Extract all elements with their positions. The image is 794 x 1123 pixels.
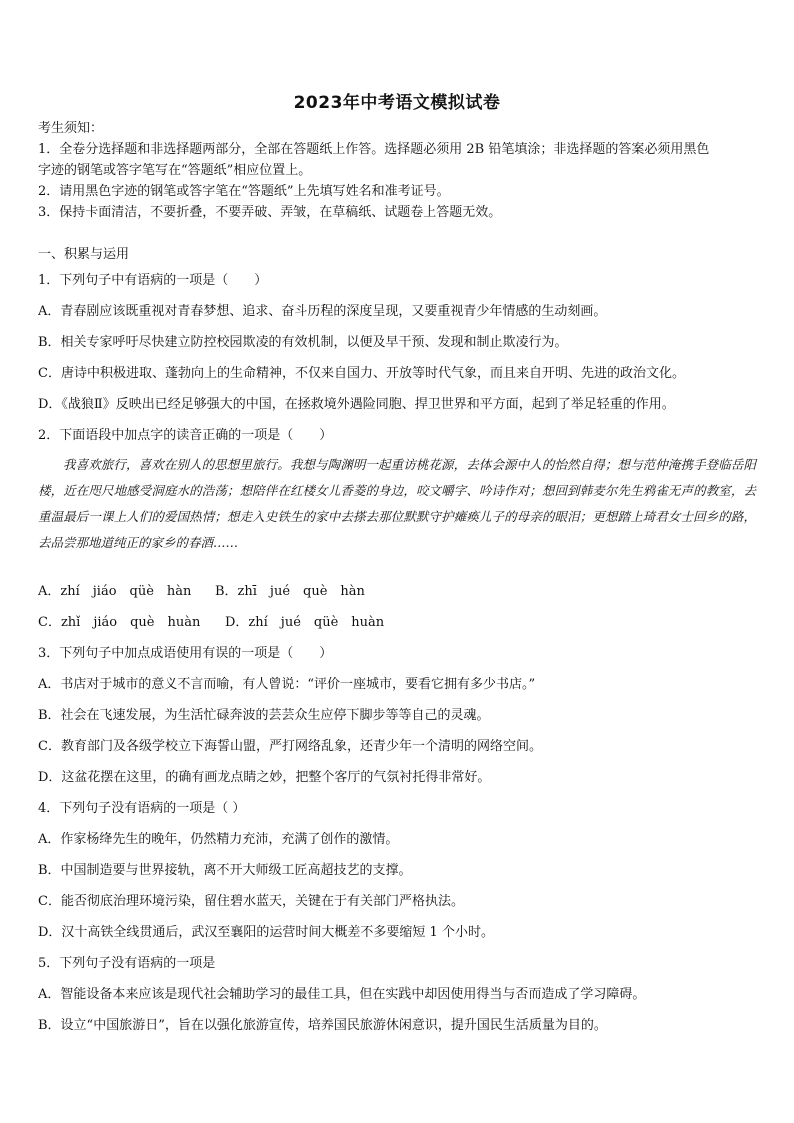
question-2-option-b: B．zhī jué què hàn (215, 584, 365, 599)
section-heading: 一、积累与运用 (38, 247, 130, 262)
question-4-option-a: A．作家杨绛先生的晚年，仍然精力充沛，充满了创作的激情。 (38, 832, 399, 847)
question-1-option-b: B．相关专家呼吁尽快建立防控校园欺凌的有效机制，以便及早干预、发现和制止欺凌行为。 (38, 335, 568, 350)
reading-passage: 我喜欢旅行，喜欢在别人的思想里旅行。我想与陶渊明一起重访桃花源，去体会源中人的怡然自得；想与范仲淹携手登临岳阳楼，近在咫尺地感受洞庭水的浩荡；想陪伴在红楼女儿香菱的身边，咬文嚼字、吟诗作对；想回到韩麦尔先生鸦雀无声的教室，去重温最后一课上人们的爱国热情；想走入史铁生的家中去搽去那位默默守护瘫痪儿子的母亲的眼泪；更想踏上琦君女士回乡的路，去品尝那地道纯正的家乡的春酒…… (38, 457, 756, 550)
question-4-option-d: D．汉十高铁全线贯通后，武汉至襄阳的运营时间大概差不多要缩短 1 个小时。 (38, 925, 494, 940)
question-stem-5: 5．下列句子没有语病的一项是 (38, 956, 216, 971)
question-4-option-b: B．中国制造要与世界接轨，离不开大师级工匠高超技艺的支撑。 (38, 863, 412, 878)
question-1-option-d: D．《战狼Ⅱ》反映出已经足够强大的中国，在拯救境外遇险同胞、捍卫世界和平方面，起到了举足轻重的作用。 (38, 397, 675, 412)
question-stem-3: 3．下列句子中加点成语使用有误的一项是（ ） (38, 646, 333, 661)
question-stem-2: 2．下面语段中加点字的读音正确的一项是（ ） (38, 428, 333, 443)
question-3-option-b: B．社会在飞速发展，为生活忙碌奔波的芸芸众生应停下脚步等等自己的灵魂。 (38, 708, 490, 723)
question-2-option-c: C．zhǐ jiáo què huàn (38, 615, 201, 630)
question-stem-4: 4．下列句子没有语病的一项是（ ） (38, 801, 246, 816)
question-5-option-b: B．设立“中国旅游日”，旨在以强化旅游宣传，培养国民旅游休闲意识，提升国民生活质量为目的。 (38, 1018, 607, 1033)
page-title: 2023年中考语文模拟试卷 (293, 93, 501, 113)
notice-item: 3．保持卡面清洁，不要折叠，不要弄破、弄皱，在草稿纸、试题卷上答题无效。 (38, 205, 502, 220)
question-3-option-d: D．这盆花摆在这里，的确有画龙点睛之妙，把整个客厅的气氛衬托得非常好。 (38, 770, 491, 785)
question-1-option-c: C．唐诗中积极进取、蓬勃向上的生命精神，不仅来自国力、开放等时代气象，而且来自开明、先进的政治文化。 (38, 366, 685, 381)
question-3-option-a: A．书店对于城市的意义不言而喻，有人曾说：“评价一座城市，要看它拥有多少书店。” (38, 677, 536, 692)
question-1-option-a: A．青春剧应该既重视对青春梦想、追求、奋斗历程的深度呈现，又要重视青少年情感的生动刻画。 (38, 304, 607, 319)
question-3-option-c: C．教育部门及各级学校立下海誓山盟，严打网络乱象，还青少年一个清明的网络空间。 (38, 739, 542, 754)
notice-item: 1．全卷分选择题和非选择题两部分，全部在答题纸上作答。选择题必须用 2B 铅笔填涂；非选择题的答案必须用黑色 (38, 142, 710, 157)
question-2-option-d: D．zhí jué qüè huàn (225, 615, 385, 630)
question-4-option-c: C．能否彻底治理环境污染，留住碧水蓝天，关键在于有关部门严格执法。 (38, 894, 464, 909)
question-5-option-a: A．智能设备本来应该是现代社会辅助学习的最佳工具，但在实践中却因使用得当与否而造成了学习障碍。 (38, 987, 646, 1002)
question-2-option-a: A．zhí jiáo qüè hàn (38, 584, 192, 599)
notice-heading: 考生须知： (38, 121, 104, 136)
question-stem-1: 1．下列句子中有语病的一项是（ ） (38, 273, 268, 288)
notice-item: 字迹的钢笔或答字笔写在“答题纸”相应位置上。 (38, 163, 312, 178)
notice-item: 2．请用黑色字迹的钢笔或答字笔在“答题纸”上先填写姓名和准考证号。 (38, 184, 450, 199)
